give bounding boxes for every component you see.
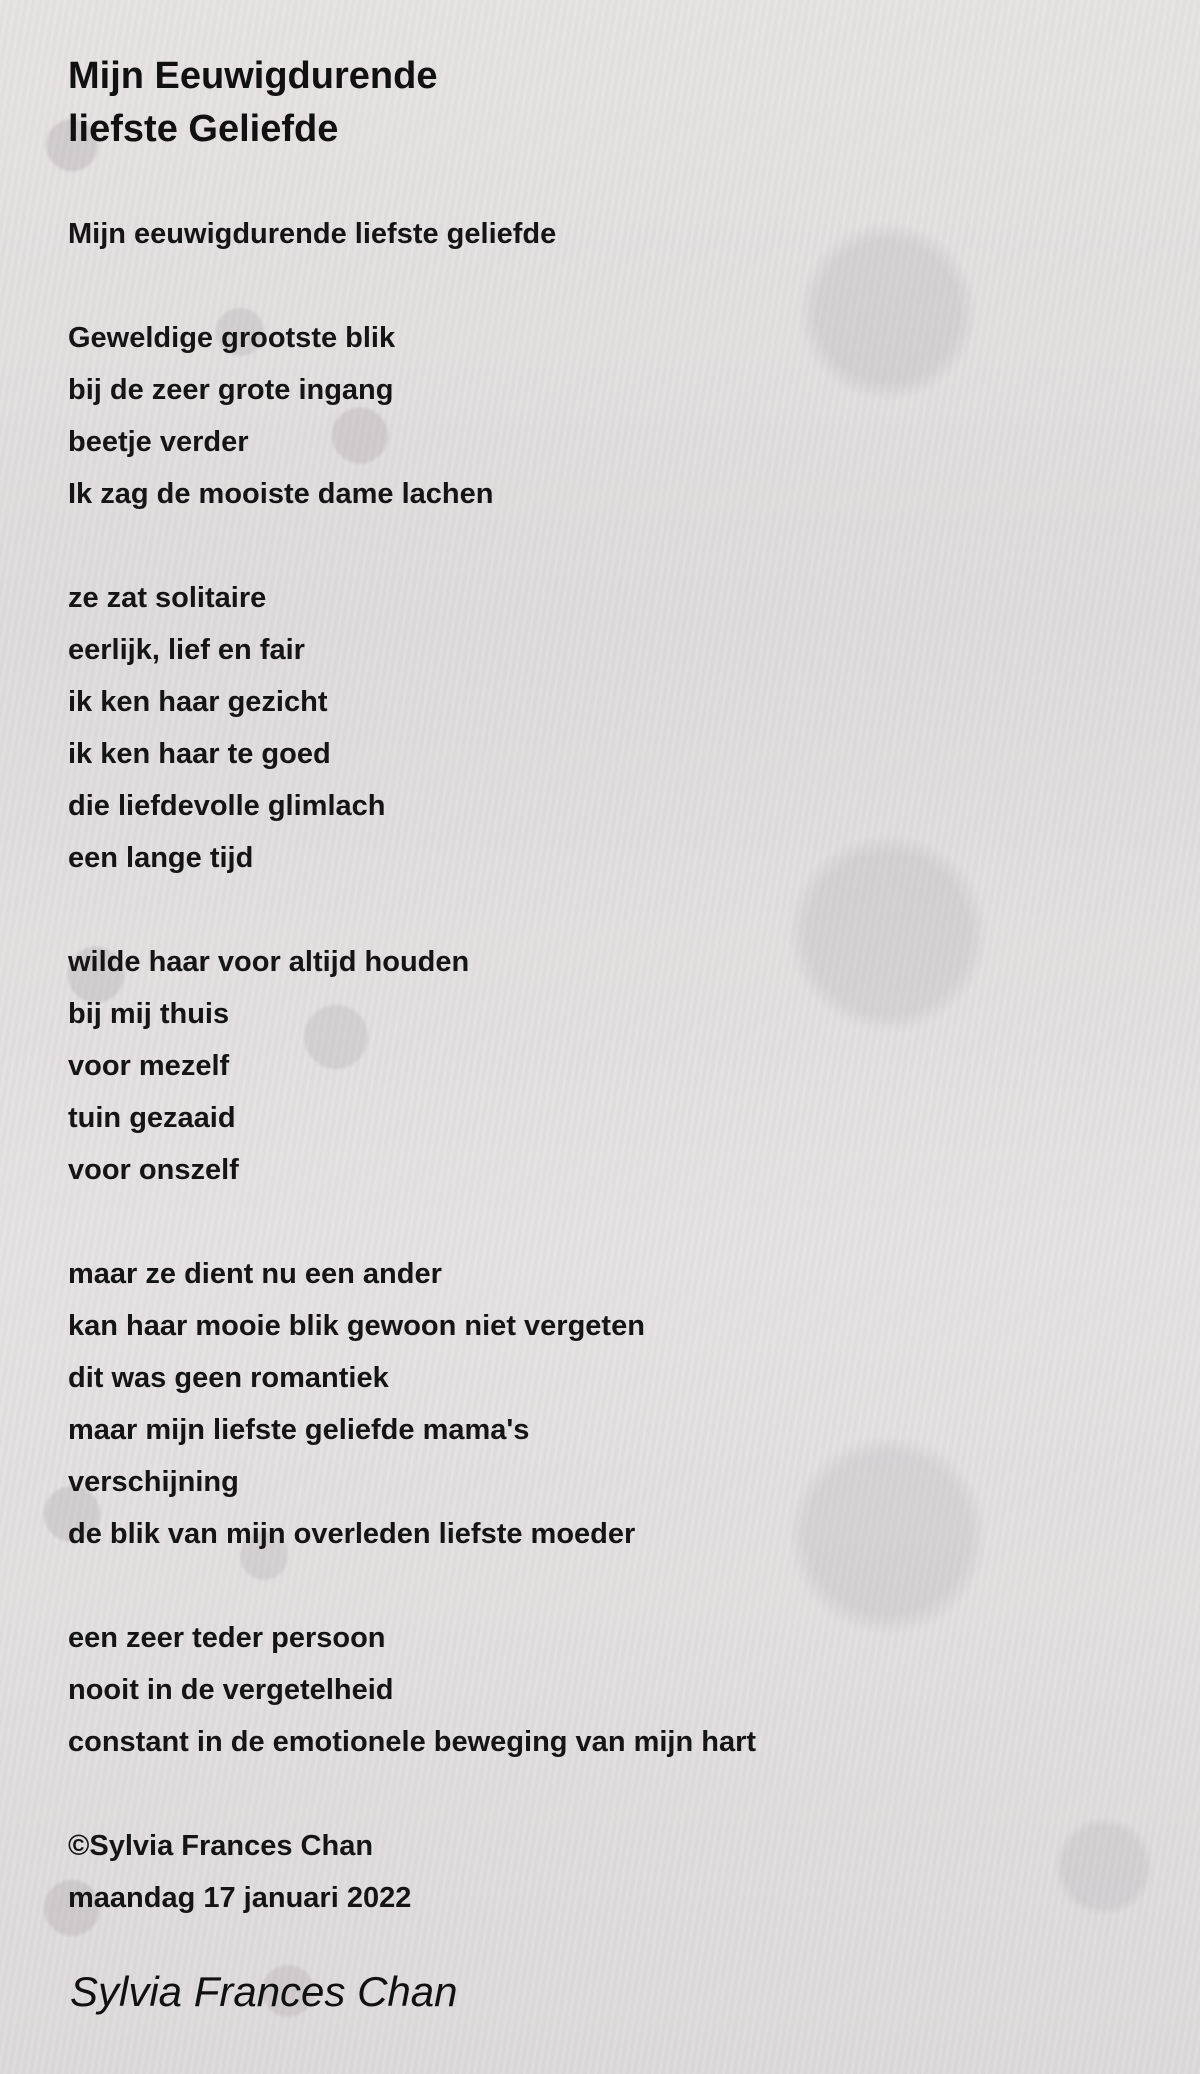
copyright-block bbox=[68, 1820, 1148, 1924]
verse-line: Geweldige grootste blik bbox=[68, 322, 396, 354]
stanza bbox=[68, 936, 1148, 1196]
verse-line: maar mijn liefste geliefde mama's bbox=[68, 1414, 530, 1446]
stanza bbox=[68, 1612, 1148, 1768]
verse-line: de blik van mijn overleden liefste moeder bbox=[68, 1518, 636, 1550]
verse-line: een lange tijd bbox=[68, 842, 254, 874]
poem-body bbox=[68, 208, 1148, 1924]
poem-card bbox=[68, 50, 1148, 1924]
verse-line: beetje verder bbox=[68, 426, 249, 458]
title-line: Mijn Eeuwigdurende bbox=[68, 55, 438, 97]
verse-line: verschijning bbox=[68, 1466, 239, 1498]
verse-line: die liefdevolle glimlach bbox=[68, 790, 386, 822]
stanza bbox=[68, 1248, 1148, 1560]
copyright-line: ©Sylvia Frances Chan bbox=[68, 1830, 374, 1862]
verse-line: nooit in de vergetelheid bbox=[68, 1674, 394, 1706]
title-line: liefste Geliefde bbox=[68, 108, 339, 150]
verse-line: dit was geen romantiek bbox=[68, 1362, 389, 1394]
author-signature: Sylvia Frances Chan bbox=[70, 1968, 458, 2015]
verse-line: ze zat solitaire bbox=[68, 582, 267, 614]
verse-line: wilde haar voor altijd houden bbox=[68, 946, 470, 978]
verse-line: constant in de emotionele beweging van mijn hart bbox=[68, 1726, 757, 1758]
verse-line: een zeer teder persoon bbox=[68, 1622, 386, 1654]
stanza bbox=[68, 208, 1148, 260]
verse-line: maar ze dient nu een ander bbox=[68, 1258, 442, 1290]
verse-line: eerlijk, lief en fair bbox=[68, 634, 305, 666]
verse-line: bij de zeer grote ingang bbox=[68, 374, 394, 406]
stanza bbox=[68, 312, 1148, 520]
verse-line: bij mij thuis bbox=[68, 998, 230, 1030]
verse-line: Ik zag de mooiste dame lachen bbox=[68, 478, 494, 510]
stanza bbox=[68, 572, 1148, 884]
verse-line: ik ken haar gezicht bbox=[68, 686, 328, 718]
verse-line: kan haar mooie blik gewoon niet vergeten bbox=[68, 1310, 645, 1342]
verse-line: tuin gezaaid bbox=[68, 1102, 236, 1134]
verse-line: ik ken haar te goed bbox=[68, 738, 331, 770]
date-line: maandag 17 januari 2022 bbox=[68, 1882, 412, 1914]
verse-line: voor onszelf bbox=[68, 1154, 239, 1186]
verse-line: voor mezelf bbox=[68, 1050, 230, 1082]
poem-title bbox=[68, 50, 1148, 156]
verse-line: Mijn eeuwigdurende liefste geliefde bbox=[68, 218, 557, 250]
